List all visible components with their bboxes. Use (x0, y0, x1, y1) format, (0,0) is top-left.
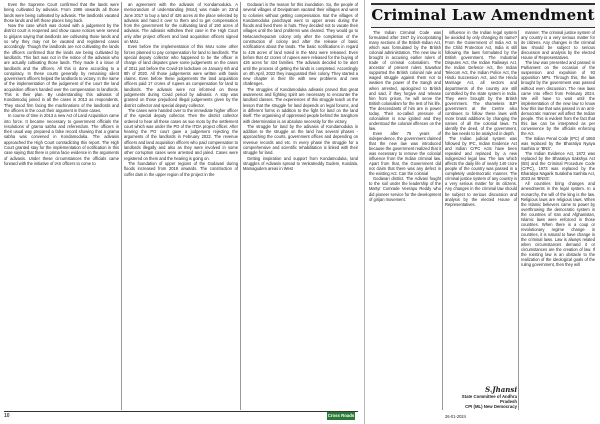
article-column-2 (124, 2, 238, 409)
paragraph: Even the Supreme Court confirmed that the lands were being cultivated by adivasis. From 1986 onwards all those lands were being cultivated by adivasis. The landlords vacated those lands and left those places long back. (4, 2, 119, 23)
publication-badge: Cross Roads (327, 413, 355, 418)
paragraph: Even before the implementation of this MoU some other forces planned to pay compensation for land to landlords. The special deputy collector who happened to be the officer in charge of land disputes gave some judgements on the cases of 2011 just before the Covid-19 lockdown on January 6th and 8th of 2020. All those judgements were written with basis claims. Even before these judgements the land acquisition officers paid 17 crores of rupees as compensation for land to landlords. The adivasis were not informed on these judgements during Covid period by adivasis. A stay was granted on those prejudiced illegal judgements given by the district collector and special deputy collector. (124, 44, 238, 108)
page-number: 10 (4, 413, 10, 419)
paragraph: manner. The criminal justice system of any country is a very serious matter for its citizens. Any changes in the criminal law should be subject to serious discussion and analysis by the elected House of Representatives. (521, 30, 595, 61)
column-divider (121, 2, 122, 410)
criminal-law-column-3 (521, 30, 595, 408)
column-divider (240, 2, 241, 410)
paragraph: The cases were handed over to the immediate higher officer of the special deputy collector. Then the district collector ordered to hear all these cases as sue moto by the settlement court which was under the PO of the ITDA project officer. After hearing the PO court gave a judgement rejecting the arguments of the landlords in February 2022. The revenue officers and land acquisition officers who paid compensation to landlords illegally and also as they were involved in some other corruption cases were arrested and jailed. Cases were registered on them and the hearing is going on. (124, 107, 238, 161)
paragraph: Even after 75 years of independence, the government claimed that the new law was introduced because the government realized that it was necessary to remove the colonial influence from the Indian criminal law. Apart from that, the Government did not claim that there was any defect in the existing Act. Can the colonial (369, 130, 441, 177)
paragraph: The struggle for land by the adivasis of Kondamoduka in addition to the struggle on the land has several phases - approaching the courts, government offices and depending on revenue records and etc. In every phase the struggle for a comprehensive and scientific rehabilitation is linked with their struggle for land. (243, 123, 358, 156)
article-date: 26-01-2024 (445, 414, 466, 419)
paragraph: influence in the Indian legal system be avoided by only changing its name? From the Government of India Act to the Child Protection Act, India is still following the laws formulated by the British government. The Industrial Disputes Act, the Indian Railways Act, the Indian Defence Act, the Indian Telecom Act, the Indian Police Act, the Hindu Succession Act, and the Hindu Marriage Act, all sectors and departments of the country are still controlled by the state system in India. They were brought by the British government. The shameless BJP government at the Centre also continues to follow these laws with more brutal additions by changing the names of all the colonial laws. To identify the deed, of the government, the law needs to be analyzed in depth. (445, 30, 517, 136)
paragraph: Getting inspiration and support from Kondamoduka, land struggles of Adivasis spread to Venkatreddy Gudem, Kundala, Mamagudem areas in West (243, 155, 358, 172)
paragraph: The foundation of upper regions of the Godavari during floods increased from 2019 onwards. The construction of coffer dam in the upper region of the project in the (124, 160, 238, 177)
paragraph: Godavari is the reason for this inundation. So, the people of several villages of Devipatnam vacated their villages and went to colonies without getting compensation. But the villages of Kondamoduka panchayat went to upper areas during the floods and lived there in huts. They decided not to vacate their villages until the land problems was cleared. They would go to Nelacanchepuram colony only after the completion of the construction of colony and after the release of basic notifications about the lands. The basic notifications in regard to 426 acres of land noted in the MoU were released. Even before that 42 crores of rupees were released for the buying of 426 acres for 424 families. The adivasis decided to be alert until the process of getting the lands is completed. Accordingly on 4th April, 2022 they inaugurated their colony. They started a new chapter in their life with new problems and new challenges. (243, 2, 358, 87)
paragraph: Godavari district. The Adivasi fought to the soil under the leadership of the Martyr Comrade Veerapu Reddy who did pioneer service for the development of girijan movement. (369, 176, 441, 202)
article-title: Criminal Law Amendment (371, 6, 595, 24)
title-bar (371, 3, 595, 28)
paragraph: All countries bring changes and amendments in the legal system. In a monarchy, the will of the king is the law. Religious laws are religious laws. When the Islamic believers came to power by overthrowing the democratic system in the countries of Iran and Afghanistan, Islamic laws were enforced in those countries. When there is a coup or revolutionary regime change in countries, it is natural to have change in the criminal laws. Law is always related when circumstances demand it or circumstances are the creation of law. If the existing law is an obstacle to the realization of the ideological goals of the ruling government, then they will (521, 181, 595, 268)
paragraph: The Indian Criminal Code was formulated after 1947 by incorporating many sections of the British-Indian Act, which was formulated by the British colonial administration. The new law is brought in accusing earlier rulers of trade of criminal colonialism. The ancestor of present rulers Savarkar supported the British colonial rule and waged struggle against them not to weaken the power of the Sangh and when arrested, apologized to British and said, if they forgive and release him from prison, he will serve the British colonialism for the rest of his life. The descendants of him are in power today. Their so-called pressure of colonialism is now ignited and they understood the colonial offences on the law. (369, 30, 441, 131)
criminal-law-column-1 (369, 30, 441, 408)
paragraph: The Indian judicial system was followed by IPC, Indian Evidence Act and Indian CrPC Acts have been repealed and replaced by a new indigenized legal law. The law which affects the daily life of nearly 140 crore people of the country was passed in a completely undemocratic manner. The criminal justice system of any country is a very serious matter for its citizens. Any changes in the criminal law should be subject to serious discussion and analysis by the elected House of Representatives. (445, 135, 517, 207)
signature-block (445, 386, 517, 409)
paragraph: The struggles of Kondamoduka adivasis proved that great awareness and fighting spirit are necessary to encounter the landlord classes. The experiences of this struggle teach us the lesson that the struggle for land depends on legal forums, and in different forms in addition to the fight for land on the land itself. The organising of oppressed people behind the Sanghom with determination is an absolute necessity for the victory. (243, 86, 358, 124)
author-designation-2: CPI (ML) New Democracy (465, 404, 517, 409)
article-column-3 (243, 2, 358, 409)
paragraph: In course of time in 2013 a new Act of Land Acquisition came into force. It became necessary to government officials the resolutions of grama sabha and referendum. The officers in their usual way prepared a false record showing that a grama sabha was convened in Kondamoduka. The adivasis approached the High Court contradicting this report. The High Court granted stay for the implementation of notification in this case saying that there is prima facie evidence in the arguments of adivasis. Under these circumstances the officials came forward with the initiative of IAS officers to come to (4, 113, 119, 166)
paragraph: The Indian Evidence Act, 1872 was replaced by the Bharatiya Sakshya Act (BS) and the Criminal Procedure Code (CrPC), 1973 was replaced by the Bharatiya Nagarik Suraksha Sanhita Act, 2023 as 'BNSS'. (521, 151, 595, 182)
column-divider (442, 30, 443, 410)
paragraph: The Indian Penal Code (IPC) of 1860 was replaced by the Bharatiya Nyaya Sanhita or 'BNS'. (521, 135, 595, 152)
criminal-law-column-2 (445, 30, 517, 382)
footer-rule (4, 411, 358, 412)
author-name: S.Jhansi (485, 385, 517, 394)
paragraph: The law was presented and passed in Parliament on the occasion of the suspension and expulsion of 93 opposition MPs. Through this, the law brought by the government was passed without even discussion. The new laws came into effect from February 2024. We will have to wait until the implementation of the new law to know how this law that was passed in an anti-democratic manner will affect the Indian people. This is evident from the fact that this law can be interpreted as per convenience by the officials enforcing the Act. (521, 60, 595, 136)
paragraph: an agreement with the adivasis of Kondamoduka. A memorandum of understanding (MoU) was made on 22nd June 2017 to buy a land of 426 acres at the place selected by adivasis and hand it over to them and to get compensation from the government for the cultivating land of 150 acres of adivasis. The adivasis withdrew their case in the High Court only after project officers and land acquisition officers signed on MoU. (124, 2, 238, 45)
article-column-1 (4, 2, 119, 409)
paragraph: Now the case which was closed with a judgement by the district court is reopened and show cause notices were served to girijans saying that landlords are cultivating those lands and so why they may not be vacated and registered cases accordingly. Though the landlords are not cultivating the lands the officers confirmed that the lands are being cultivated by landlords. This fact was not in the notice of the adivasis who are actually cultivating those lands. They made it a issue of landlords and the officers. All this is done according to a conspiracy. In these courts generally by remaining silent government officers helped the landlords to victory. In the name of the implementation of the judgement of the court the land acquisition officers handed over the compensation to landlords. This is their plan. By understanding this adivasis of Kondamoduj joined in all the cases in 2013 as respondents. They stood firm facing the machinations of the landlords and the officers in the court their argument in those cases. (4, 23, 119, 113)
author-designation-1: State Committee of Andhra Pradesh (461, 394, 517, 404)
column-divider (518, 30, 519, 410)
